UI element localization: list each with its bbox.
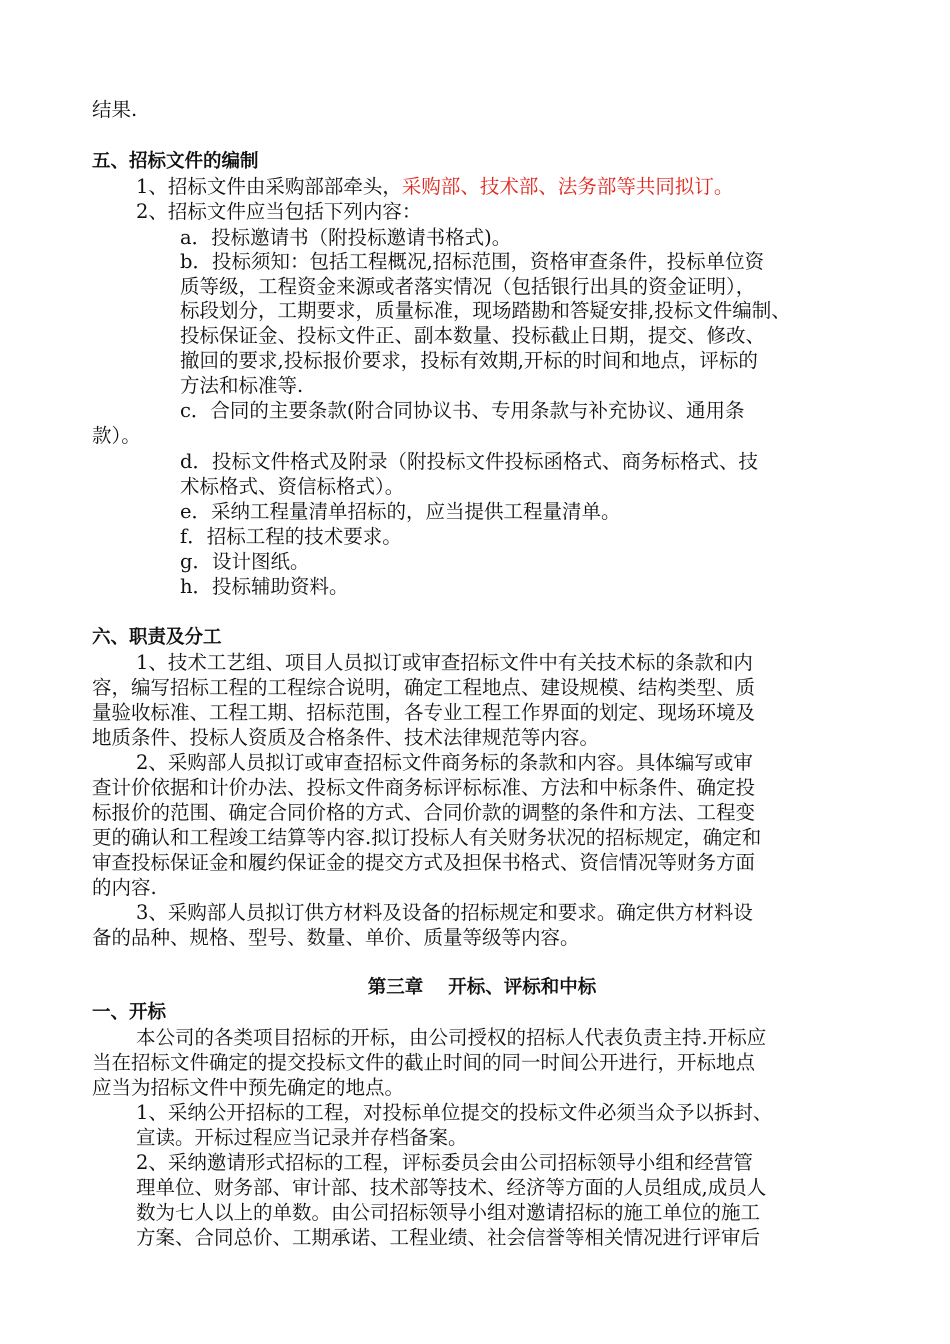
opening-intro-line: 当在招标文件确定的提交投标文件的截止时间的同一时间公开进行，开标地点 [92, 1051, 756, 1074]
section-6-p3-line: 备的品种、规格、型号、数量、单价、质量等级等内容。 [92, 926, 580, 949]
item-d-line: d．投标文件格式及附录（附投标文件投标函格式、商务标格式、技 [180, 450, 758, 473]
section-6-p2-line: 的内容. [92, 876, 157, 899]
section-6-title: 六、职责及分工 [92, 627, 222, 648]
item-h: h．投标辅助资料。 [180, 575, 349, 598]
item-c-line: c．合同的主要条款(附合同协议书、专用条款与补充协议、通用条 [180, 399, 745, 422]
opening-item-2-line: 理单位、财务部、审计部、技术部等技术、经济等方面的人员组成,成员人 [136, 1176, 767, 1199]
section-6-p1-line: 地质条件、投标人资质及合格条件、技术法律规范等内容。 [92, 726, 600, 749]
result-tail: 结果. [92, 98, 138, 121]
item-b-line: b．投标须知：包括工程概况,招标范围，资格审查条件，投标单位资 [180, 250, 765, 273]
section-5-item-1 [136, 175, 733, 199]
item-a: a．投标邀请书（附投标邀请书格式)。 [180, 226, 512, 249]
section-6-p1-line: 容，编写招标工程的工程综合说明，确定工程地点、建设规模、结构类型、质 [92, 676, 756, 699]
section-6-p2-line: 查计价依据和计价办法、投标文件商务标评标标准、方法和中标条件、确定投 [92, 776, 756, 799]
opening-item-2-line: 方案、合同总价、工期承诺、工程业绩、社会信誉等相关情况进行评审后 [136, 1226, 761, 1249]
chapter-3-section-1-title: 一、开标 [92, 1002, 167, 1023]
item-b-line: 撤回的要求,投标报价要求，投标有效期,开标的时间和地点，评标的 [180, 349, 758, 372]
item-c-line: 款）。 [92, 424, 141, 447]
section-5-title: 五、招标文件的编制 [92, 151, 259, 172]
item-1-text: 1、招标文件由采购部部牵头， [136, 175, 402, 198]
section-6-p2-line: 2、采购部人员拟订或审查招标文件商务标的条款和内容。具体编写或审 [136, 751, 753, 774]
item-b-line: 投标保证金、投标文件正、副本数量、投标截止日期，提交、修改、 [180, 324, 766, 347]
item-g: g．设计图纸。 [180, 550, 310, 573]
section-6-p2-line: 更的确认和工程竣工结算等内容.拟订投标人有关财务状况的招标规定，确定和 [92, 826, 762, 849]
section-5-item-2: 2、招标文件应当包括下列内容： [136, 200, 422, 223]
item-b-line: 质等级，工程资金来源或者落实情况（包括银行出具的资金证明）， [180, 275, 756, 298]
item-b-line: 方法和标准等. [180, 374, 304, 397]
item-f: f．招标工程的技术要求。 [180, 525, 402, 548]
opening-item-1-line: 1、采纳公开招标的工程，对投标单位提交的投标文件必须当众予以拆封、 [136, 1101, 773, 1124]
opening-intro-line: 应当为招标文件中预先确定的地点。 [92, 1076, 405, 1099]
section-6-p1-line: 量验收标准、工程工期、招标范围，各专业工程工作界面的划定、现场环境及 [92, 701, 756, 724]
section-6-p2-line: 审查投标保证金和履约保证金的提交方式及担保书格式、资信情况等财务方面 [92, 851, 756, 874]
opening-item-2-line: 2、采纳邀请形式招标的工程，评标委员会由公司招标领导小组和经营管 [136, 1151, 753, 1174]
chapter-3-title: 第三章 开标、评标和中标 [367, 977, 597, 998]
section-6-p2-line: 标报价的范围、确定合同价格的方式、合同价款的调整的条件和方法、工程变 [92, 801, 756, 824]
item-b-line: 标段划分，工期要求，质量标准，现场踏勘和答疑安排,投标文件编制、 [180, 299, 791, 322]
section-6-p1-line: 1、技术工艺组、项目人员拟订或审查招标文件中有关技术标的条款和内 [136, 651, 753, 674]
item-d-line: 术标格式、资信标格式）。 [180, 475, 405, 498]
item-1-highlight: 采购部、技术部、法务部等共同拟订。 [401, 175, 734, 198]
section-6-p3-line: 3、采购部人员拟订供方材料及设备的招标规定和要求。确定供方材料设 [136, 901, 753, 924]
opening-intro-line: 本公司的各类项目招标的开标，由公司授权的招标人代表负责主持.开标应 [136, 1026, 767, 1049]
opening-item-1-line: 宣读。开标过程应当记录并存档备案。 [136, 1126, 468, 1149]
opening-item-2-line: 数为七人以上的单数。由公司招标领导小组对邀请招标的施工单位的施工 [136, 1201, 761, 1224]
item-e: e．采纳工程量清单招标的，应当提供工程量清单。 [180, 500, 621, 523]
